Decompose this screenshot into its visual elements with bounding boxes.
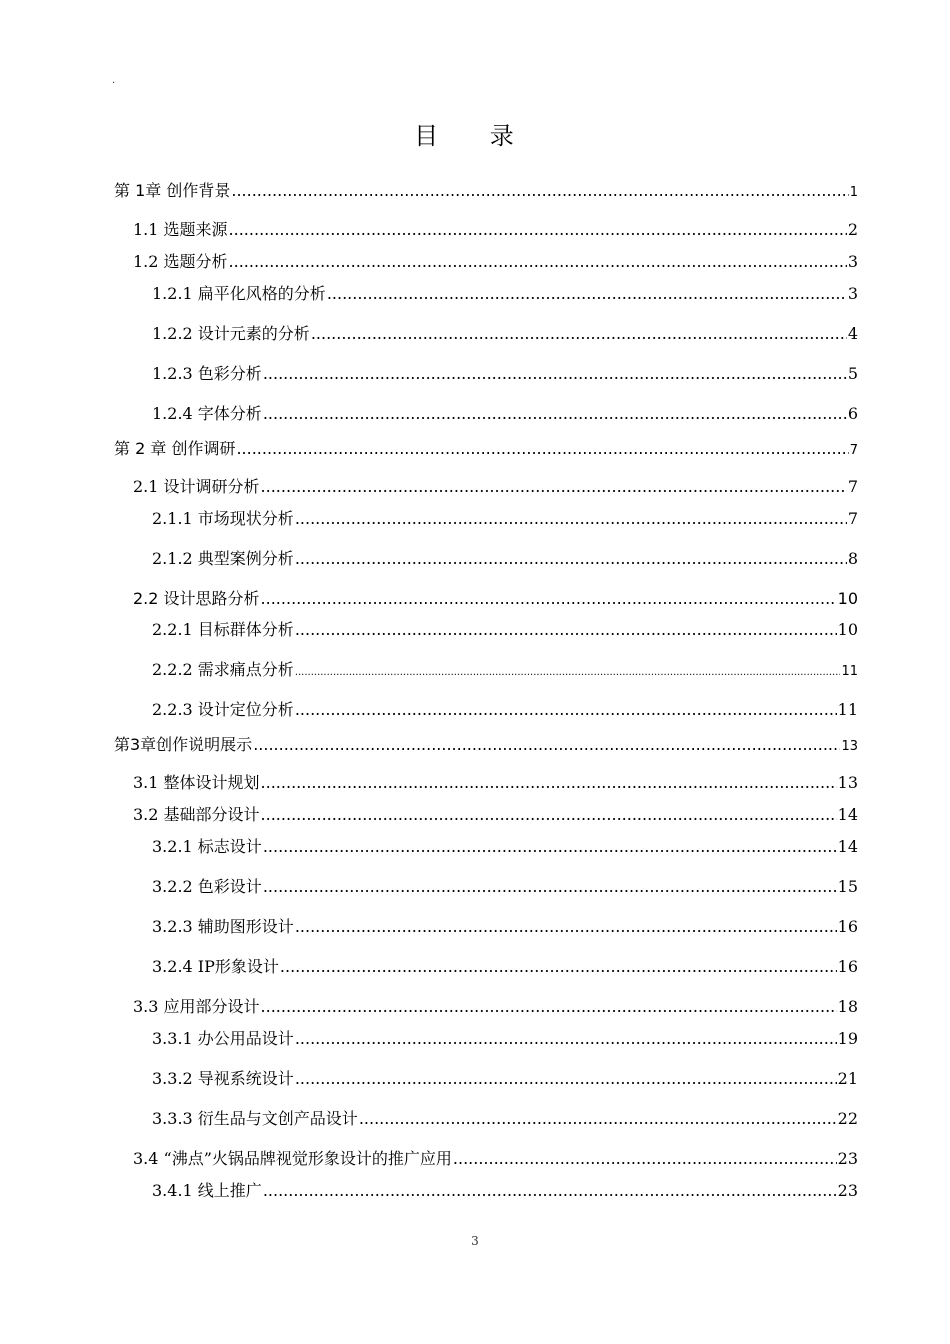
toc-leader <box>253 735 840 754</box>
toc-leader <box>295 1029 837 1048</box>
toc-entry-label: 3.2.4 IP形象设计 <box>152 957 279 976</box>
toc-entry-page: 2 <box>847 220 858 239</box>
toc-leader <box>261 589 837 608</box>
toc-entry-label: 3.4.1 线上推广 <box>152 1181 262 1200</box>
toc-entry[interactable] <box>152 361 858 385</box>
toc-entry-page: 14 <box>837 837 858 856</box>
toc-entry[interactable] <box>133 474 858 498</box>
toc-entry[interactable] <box>152 1106 858 1130</box>
toc-leader <box>263 364 847 383</box>
toc-entry[interactable] <box>152 1026 858 1050</box>
toc-entry-page: 11 <box>837 700 858 719</box>
toc-entry[interactable] <box>152 914 858 938</box>
toc-entry-page: 11 <box>841 664 858 679</box>
toc-entry[interactable] <box>152 401 858 425</box>
toc-entry-label: 3.3.1 办公用品设计 <box>152 1029 294 1048</box>
toc-entry-label: 3.1 整体设计规划 <box>133 773 260 792</box>
toc-entry[interactable] <box>152 1066 858 1090</box>
toc-entry[interactable] <box>152 281 858 305</box>
toc-leader <box>359 1109 837 1128</box>
toc-entry-page: 22 <box>837 1109 858 1128</box>
toc-entry[interactable] <box>152 546 858 570</box>
toc-entry-page: 6 <box>847 404 858 423</box>
toc-entry-page: 5 <box>847 364 858 383</box>
toc-entry[interactable] <box>133 1146 858 1170</box>
toc-leader <box>263 1181 837 1200</box>
toc-entry-page: 13 <box>837 773 858 792</box>
toc-entry-page: 15 <box>837 877 858 896</box>
toc-entry[interactable] <box>152 954 858 978</box>
toc-entry-label: 3.2.2 色彩设计 <box>152 877 262 896</box>
toc-entry-label: 3.3 应用部分设计 <box>133 997 260 1016</box>
toc-leader <box>280 957 837 976</box>
toc-entry-label: 2.1.2 典型案例分析 <box>152 549 294 568</box>
toc-entry[interactable] <box>133 586 858 610</box>
toc-entry-label: 1.2.1 扁平化风格的分析 <box>152 284 326 303</box>
toc-entry[interactable] <box>152 321 858 345</box>
toc-entry[interactable] <box>114 436 858 460</box>
toc-entry-page: 3 <box>847 252 858 271</box>
toc-entry-label: 2.1 设计调研分析 <box>133 477 260 496</box>
toc-entry-label: 1.2 选题分析 <box>133 252 228 271</box>
toc-entry-label: 1.2.2 设计元素的分析 <box>152 324 310 343</box>
toc-leader <box>263 837 837 856</box>
toc-leader <box>261 477 847 496</box>
toc-entry[interactable] <box>152 697 858 721</box>
toc-leader <box>295 700 837 719</box>
toc-entry-page: 3 <box>847 284 858 303</box>
toc-entry-page: 7 <box>847 477 858 496</box>
toc-entry-label: 3.4 “沸点”火锅品牌视觉形象设计的推广应用 <box>133 1149 452 1168</box>
toc-entry-label: 1.2.3 色彩分析 <box>152 364 262 383</box>
toc-leader <box>261 997 837 1016</box>
toc-entry[interactable] <box>133 217 858 241</box>
toc-entry-label: 第3章创作说明展示 <box>114 735 253 754</box>
toc-entry-label: 2.2.1 目标群体分析 <box>152 620 294 639</box>
toc-entry[interactable] <box>152 617 858 641</box>
header-mark: · <box>112 78 116 89</box>
toc-leader <box>311 324 847 343</box>
toc-leader <box>327 284 847 303</box>
toc-entry-page: 21 <box>837 1069 858 1088</box>
page-title: 目 录 <box>414 122 536 150</box>
toc-entry-label: 2.2.2 需求痛点分析 <box>152 660 294 679</box>
toc-entry-label: 第 2 章 创作调研 <box>114 439 236 458</box>
toc-entry[interactable] <box>133 994 858 1018</box>
toc-entry[interactable] <box>133 770 858 794</box>
toc-leader <box>295 549 847 568</box>
toc-entry-page: 7 <box>847 509 858 528</box>
toc-leader <box>261 805 837 824</box>
toc-entry-page: 18 <box>837 997 858 1016</box>
toc-entry[interactable] <box>152 1178 858 1202</box>
toc-entry-label: 3.3.2 导视系统设计 <box>152 1069 294 1088</box>
toc-leader <box>229 252 847 271</box>
toc-entry-page: 10 <box>837 620 858 639</box>
toc-leader <box>263 877 837 896</box>
toc-entry-label: 3.3.3 衍生品与文创产品设计 <box>152 1109 358 1128</box>
toc-entry-label: 3.2.1 标志设计 <box>152 837 262 856</box>
toc-entry-page: 8 <box>847 549 858 568</box>
toc-entry[interactable] <box>114 178 858 202</box>
toc-leader <box>295 509 847 528</box>
toc-entry[interactable] <box>133 249 858 273</box>
toc-leader <box>295 620 837 639</box>
toc-entry-page: 1 <box>849 185 858 200</box>
toc-entry-page: 23 <box>837 1181 858 1200</box>
toc-entry-label: 2.2.3 设计定位分析 <box>152 700 294 719</box>
toc-entry-page: 13 <box>841 739 858 754</box>
toc-leader <box>295 1069 837 1088</box>
page-number: 3 <box>471 1234 479 1248</box>
toc-entry-label: 1.2.4 字体分析 <box>152 404 262 423</box>
toc-entry[interactable] <box>152 657 858 681</box>
toc-entry-page: 4 <box>847 324 858 343</box>
toc-leader <box>263 404 847 423</box>
toc-entry-label: 2.1.1 市场现状分析 <box>152 509 294 528</box>
toc-entry-label: 3.2 基础部分设计 <box>133 805 260 824</box>
toc-entry-page: 19 <box>837 1029 858 1048</box>
toc-leader <box>295 917 837 936</box>
toc-entry-page: 23 <box>837 1149 858 1168</box>
toc-entry[interactable] <box>114 732 858 756</box>
toc-entry[interactable] <box>133 802 858 826</box>
toc-entry-label: 3.2.3 辅助图形设计 <box>152 917 294 936</box>
toc-leader <box>231 181 848 200</box>
toc-entry-page: 10 <box>837 589 858 608</box>
toc-leader <box>229 220 847 239</box>
toc-entry-page: 7 <box>849 443 858 458</box>
toc-entry[interactable] <box>152 834 858 858</box>
toc-leader <box>295 667 841 678</box>
toc-entry-page: 16 <box>837 917 858 936</box>
toc-leader <box>261 773 837 792</box>
toc-leader <box>453 1149 837 1168</box>
toc-entry-label: 2.2 设计思路分析 <box>133 589 260 608</box>
toc-entry-label: 第 1章 创作背景 <box>114 181 231 200</box>
toc-entry[interactable] <box>152 874 858 898</box>
toc-entry-label: 1.1 选题来源 <box>133 220 228 239</box>
toc-entry-page: 16 <box>837 957 858 976</box>
toc-entry[interactable] <box>152 506 858 530</box>
toc-leader <box>236 439 848 458</box>
toc-entry-page: 14 <box>837 805 858 824</box>
